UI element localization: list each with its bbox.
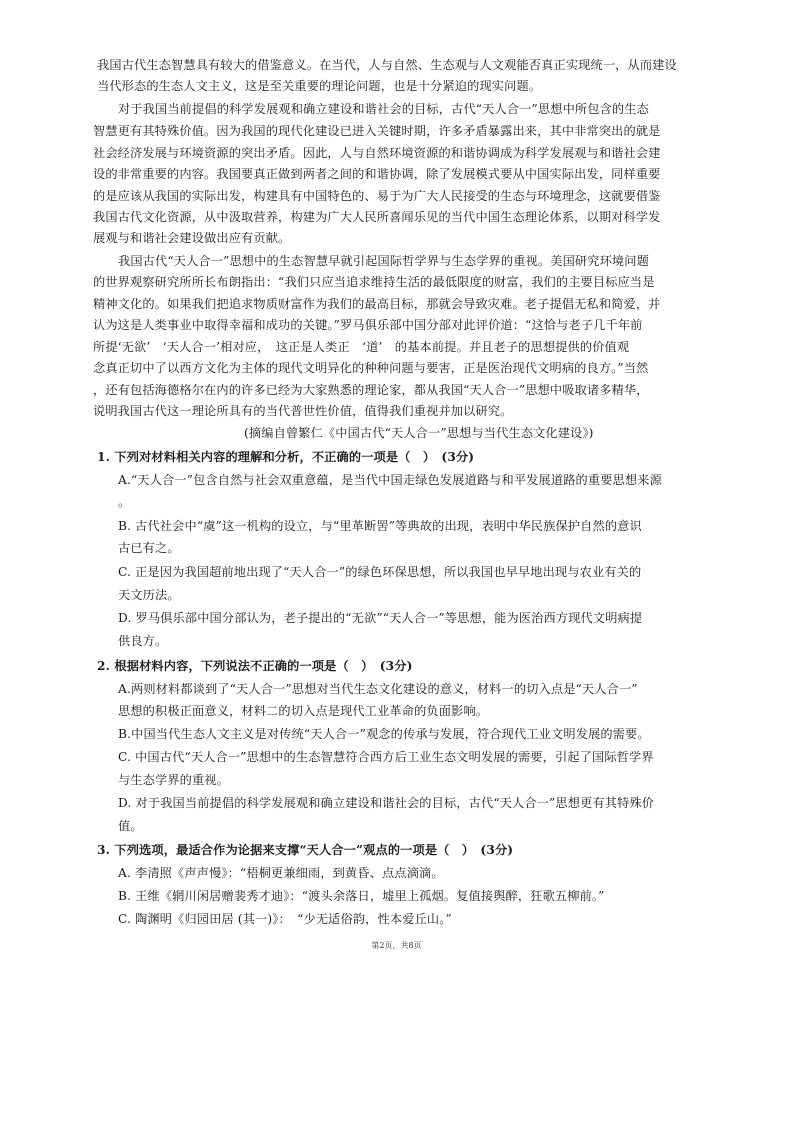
paragraph-3-line-2: 的世界观察研究所所长布朗指出：“我们只应当追求维持生活的最低限度的财富，我们的主要目标应当是 (93, 275, 655, 289)
paragraph-2-line-3: 社会经济发展与环境资源的突出矛盾。因此，人与自然环境资源的和谐协调成为科学发展观与和谐社会建 (93, 146, 661, 160)
paragraph-1-line-2: 当代形态的生态人文主义，这是至关重要的理论问题，也是十分紧迫的现实问题。 (97, 79, 542, 93)
question-1-stem: 1. 下列对材料相关内容的理解和分析，不正确的一项是（ ） (3分) (97, 450, 475, 464)
question-3-option-a: A. 李清照《声声慢》：“梧桐更兼细雨，到黄昏、点点滴滴。 (118, 866, 444, 880)
question-1-option-c-line-1: C. 正是因为我国超前地出现了“天人合一”的绿色环保思想，所以我国也早早地出现与农业有关的 (118, 565, 642, 579)
paragraph-2-line-7: 展观与和谐社会建设做出应有贡献。 (93, 231, 291, 245)
paragraph-3-line-8: 说明我国古代这一理论所具有的当代普世性价值，值得我们重视并加以研究。 (93, 404, 513, 418)
question-1-option-c-line-2: 天文历法。 (118, 588, 180, 602)
question-1-option-a-line-1: A.“天人合一”包含自然与社会双重意蕴，是当代中国走绿色发展道路与和平发展道路的重要思想来源 (118, 473, 662, 487)
question-2-option-c-line-2: 与生态学界的重视。 (118, 773, 230, 787)
question-3-option-b: B. 王维《辋川闲居赠裴秀才迪》：“渡头余落日，墟里上孤烟。复值接舆醉，狂歌五柳前。” (118, 889, 605, 903)
paragraph-2-line-1: 对于我国当前提倡的科学发展观和确立建设和谐社会的目标，古代“天人合一”思想中所包含的生态 (118, 102, 649, 116)
paragraph-3-line-4: 认为这是人类事业中取得幸福和成功的关键。”罗马俱乐部中国分部对此评价道：“这恰与老子几千年前 (93, 318, 643, 332)
question-1-option-a-line-2: 。 (118, 495, 131, 509)
question-1-option-d-line-2: 供良方。 (118, 634, 168, 648)
paragraph-3-line-3: 精神文化的。如果我们把追求物质财富作为我们的最高目标，那就会导致灾难。老子提倡无私和简爱，并 (93, 297, 661, 311)
question-1-option-d-line-1: D. 罗马俱乐部中国分部认为，老子提出的“无欲”“天人合一”等思想，能为医治西方现代文明病提 (118, 611, 643, 625)
page-number-footer: 第2页，共8页 (371, 941, 422, 950)
paragraph-2-line-5: 的是应该从我国的实际出发，构建具有中国特色的、易于为广大人民接受的生态与环境理念，这就要借鉴 (93, 189, 661, 203)
paragraph-2-line-4: 设的非常重要的内容。我国要真正做到两者之间的和谐协调，除了发展模式要从中国实际出发，同样重要 (93, 167, 661, 181)
paragraph-1-line-1: 我国古代生态智慧具有较大的借鉴意义。在当代，人与自然、生态观与人文观能否真正实现统一，从而建设 (97, 58, 677, 72)
question-2-option-d-line-1: D. 对于我国当前提倡的科学发展观和确立建设和谐社会的目标，古代“天人合一”思想更有其特殊价 (118, 796, 655, 810)
question-2-option-d-line-2: 值。 (118, 819, 143, 833)
question-3-option-c: C. 陶渊明《归园田居 (其一)》： “少无适俗韵，性本爱丘山。” (118, 912, 452, 926)
paragraph-2-line-6: 我国古代文化资源，从中汲取营养，构建为广大人民所喜闻乐见的当代中国生态理论体系，以期对科学发 (93, 210, 661, 224)
question-1-option-b-line-1: B. 古代社会中“虞”这一机构的设立，与“里革断罟”等典故的出现，表明中华民族保护自然的意识 (118, 519, 642, 533)
paragraph-3-line-6: 念真正切中了以西方文化为主体的现代文明异化的种种问题与要害，正是医治现代文明病的良方。”当然 (93, 361, 649, 375)
question-2-option-c-line-1: C. 中国古代“天人合一”思想中的生态智慧符合西方后工业生态文明发展的需要，引起了国际哲学界 (118, 750, 654, 764)
paragraph-3-line-5: 所提‘无欲’ ‘天人合一’相对应， 这正是人类正 ‘道’ 的基本前提。并且老子的思想提供的价值观 (93, 340, 630, 354)
question-1-option-b-line-2: 古已有之。 (118, 541, 180, 555)
paragraph-3-line-7: ，还有包括海德格尔在内的许多已经为大家熟悉的理论家，都从我国“天人合一”思想中吸取诸多精华， (93, 383, 649, 397)
question-2-stem: 2. 根据材料内容，下列说法不正确的一项是（ ） (3分) (97, 659, 413, 673)
question-2-option-a-line-1: A.两则材料都谈到了“天人合一”思想对当代生态文化建设的意义，材料一的切入点是“天人合一” (118, 682, 638, 696)
question-2-option-b-line-1: B.中国当代生态人文主义是对传统“天人合一”观念的传承与发展，符合现代工业文明发展的需要。 (118, 727, 650, 741)
question-2-option-a-line-2: 思想的积极正面意义，材料二的切入点是现代工业革命的负面影响。 (118, 704, 489, 718)
question-3-stem: 3. 下列选项，最适合作为论据来支撑“天人合一”观点的一项是（ ） (3分) (97, 843, 514, 857)
paragraph-3-line-1: 我国古代“天人合一”思想中的生态智慧早就引起国际哲学界与生态学界的重视。美国研究环境问题 (118, 254, 649, 268)
paragraph-2-line-2: 智慧更有其特殊价值。因为我国的现代化建设已进入关键时期，许多矛盾暴露出来，其中非常突出的就是 (93, 124, 661, 138)
source-citation: (摘编自曾繁仁《中国古代“天人合一”思想与当代生态文化建设》) (244, 426, 594, 440)
